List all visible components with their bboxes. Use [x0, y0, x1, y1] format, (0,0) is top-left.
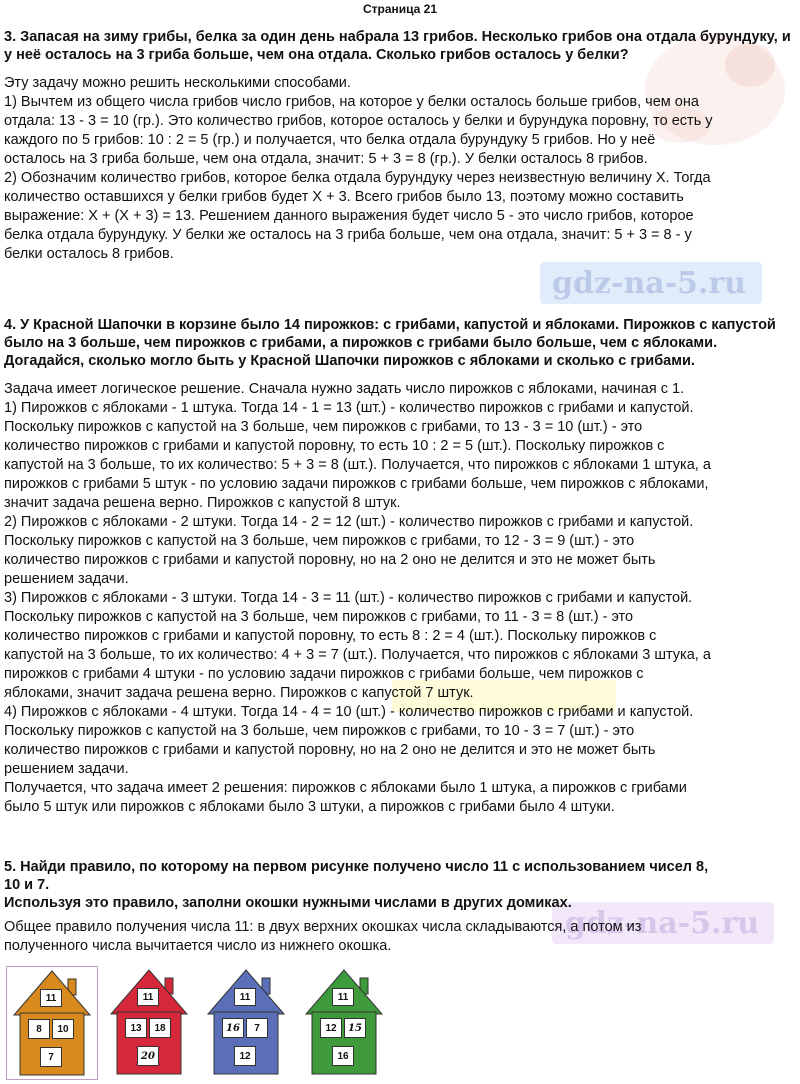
- task-4-line: Задача имеет логическое решение. Сначала нужно задать число пирожков с яблоками, начиная с 1.: [4, 381, 685, 397]
- task-4-question: 4. У Красной Шапочки в корзине было 14 пирожков: с грибами, капустой и яблоками. Пирожков с капустой было на 3 больше, чем пирожков с грибами, а пирожков с грибами было больше, чем с яблоками. Догадайся, сколько могло быть у Красной Шапочки пирожков с яблоками и сколько с грибами.: [4, 317, 776, 369]
- house-window-bottom: 16: [332, 1046, 354, 1066]
- house-window-top: 11: [137, 988, 159, 1006]
- task-4-line: Поскольку пирожков с капустой на 3 больше, чем пирожков с грибами, то 10 - 3 = 7 (шт.) - это: [4, 723, 635, 739]
- task-5-section: [4, 858, 794, 956]
- house-window-bottom: 7: [40, 1047, 62, 1067]
- task-4-line: Поскольку пирожков с капустой на 3 больше, чем пирожков с грибами, то 12 - 3 = 9 (шт.) - это: [4, 533, 635, 549]
- house-window-right: 10: [52, 1019, 74, 1039]
- task-4-line: Получается, что задача имеет 2 решения: пирожков с яблоками было 1 штука, а пирожков с грибами: [4, 780, 687, 796]
- task-4-line: 1) Пирожков с яблоками - 1 штука. Тогда 14 - 1 = 13 (шт.) - количество пирожков с грибами и капустой.: [4, 400, 694, 416]
- house-window-right: 15: [344, 1018, 366, 1038]
- task-3-line: 2) Обозначим количество грибов, которое белка отдала бурундуку через неизвестную величину Х. Тогда: [4, 170, 711, 186]
- task-5-answer-line: полученного числа вычитается число из нижнего окошка.: [4, 938, 392, 954]
- task-4-line: количество пирожков с грибами и капустой поровну, то есть 10 : 2 = 5 (шт.). Поскольку пирожков с: [4, 438, 665, 454]
- task-3-line: отдала: 13 - 3 = 10 (гр.). Это количество грибов, которое осталось у белки и бурундука поровну, то есть у: [4, 113, 713, 129]
- task-5-question-line: 10 и 7.: [4, 877, 50, 893]
- task-4-line: количество пирожков с грибами и капустой поровну, но на 2 оно не делится и это не может быть: [4, 552, 656, 568]
- task-4-line: капустой на 3 больше, то их количество: 4 + 3 = 7 (шт.). Получается, что пирожков с яблоками 3 штука, а: [4, 647, 711, 663]
- task-4-line: Поскольку пирожков с капустой на 3 больше, чем пирожков с грибами, то 11 - 3 = 8 (шт.) - это: [4, 609, 634, 625]
- task-3-line: количество оставшихся у белки грибов будет Х + 3. Всего грибов было 13, поэтому можно составить: [4, 189, 684, 205]
- house-window-top: 11: [234, 988, 256, 1006]
- task-5-question-line: Используя это правило, заполни окошки нужными числами в других домиках.: [4, 895, 572, 911]
- watermark-text-2: gdz-na-5.ru: [565, 906, 760, 941]
- task-3-line: белки осталось 8 грибов.: [4, 246, 174, 262]
- task-3-line: осталось на 3 гриба больше, чем она отдала, значит: 5 + 3 = 8 (гр.). У белки осталось 8 грибов.: [4, 151, 648, 167]
- task-4-line: яблоками, значит задача решена верно. Пирожков с капустой 7 штук.: [4, 685, 474, 701]
- house-window-bottom: 20: [137, 1046, 159, 1066]
- task-4-line: было 5 штук или пирожков с яблоками было 3 штуки, а пирожков с грибами было 4 штуки.: [4, 799, 615, 815]
- task-3-line: каждого по 5 грибов: 10 : 2 = 5 (гр.) и получается, что белка отдала бурундуку 5 грибов. Но у неё: [4, 132, 656, 148]
- task-4-line: пирожков с грибами 5 штук - по условию задачи пирожков с грибами больше, чем пирожков с яблоками,: [4, 476, 709, 492]
- house-window-left: 12: [320, 1018, 342, 1038]
- task-4-line: решением задачи.: [4, 571, 129, 587]
- watermark-text: gdz-na-5.ru: [552, 266, 747, 301]
- task-3-line: выражение: Х + (Х + 3) = 13. Решением данного выражения будет число 5 - это число грибов, которое: [4, 208, 694, 224]
- house-window-bottom: 12: [234, 1046, 256, 1066]
- task-4-section: [4, 316, 794, 817]
- task-3-line: 1) Вычтем из общего числа грибов число грибов, на которое у белки осталось больше грибов, чем она: [4, 94, 699, 110]
- task-4-line: Поскольку пирожков с капустой на 3 больше, чем пирожков с грибами, то 13 - 3 = 10 (шт.) - это: [4, 419, 643, 435]
- task-5-answer-line: Общее правило получения числа 11: в двух верхних окошках числа складываются, а потом из: [4, 919, 642, 935]
- task-4-line: количество пирожков с грибами и капустой поровну, но на 2 оно не делится и это не может быть: [4, 742, 656, 758]
- house-red: [104, 966, 192, 1078]
- task-4-line: капустой на 3 больше, то их количество: 5 + 3 = 8 (шт.). Получается, что пирожков с яблоками 1 штука, а: [4, 457, 711, 473]
- task-4-line: значит задача решена верно. Пирожков с капустой 8 штук.: [4, 495, 401, 511]
- house-window-right: 7: [246, 1018, 268, 1038]
- house-window-left: 16: [222, 1018, 244, 1038]
- task-4-line: решением задачи.: [4, 761, 129, 777]
- house-blue: [201, 966, 289, 1078]
- page-number: Страница 21: [362, 2, 438, 16]
- house-window-top: 11: [332, 988, 354, 1006]
- task-4-line: количество пирожков с грибами и капустой поровну, то есть 8 : 2 = 4 (шт.). Поскольку пирожков с: [4, 628, 657, 644]
- house-window-top: 11: [40, 989, 62, 1007]
- house-window-left: 13: [125, 1018, 147, 1038]
- task-3-section: [4, 28, 794, 264]
- task-5-question-line: 5. Найди правило, по которому на первом рисунке получено число 11 с использованием чисел 8,: [4, 859, 709, 875]
- task-3-question: 3. Запасая на зиму грибы, белка за один день набрала 13 грибов. Несколько грибов она отдала бурундуку, и у неё осталось на 3 гриба больше, чем она отдала. Сколько грибов осталось у белки?: [4, 29, 791, 63]
- task-4-line: 4) Пирожков с яблоками - 4 штуки. Тогда 14 - 4 = 10 (шт.) - количество пирожков с грибами и капустой.: [4, 704, 694, 720]
- house-green: [299, 966, 387, 1078]
- house-orange: [6, 966, 98, 1080]
- task-3-line: белка отдала бурундуку. У белки же осталось на 3 гриба больше, чем она отдала, значит: 5 + 3 = 8 - у: [4, 227, 692, 243]
- house-window-right: 18: [149, 1018, 171, 1038]
- task-4-line: пирожков с грибами 4 штуки - по условию задачи пирожков с грибами больше, чем пирожков с: [4, 666, 644, 682]
- task-4-line: 3) Пирожков с яблоками - 3 штуки. Тогда 14 - 3 = 11 (шт.) - количество пирожков с грибами и капустой.: [4, 590, 693, 606]
- task-3-line: Эту задачу можно решить несколькими способами.: [4, 75, 351, 91]
- task-4-line: 2) Пирожков с яблоками - 2 штуки. Тогда 14 - 2 = 12 (шт.) - количество пирожков с грибами и капустой.: [4, 514, 694, 530]
- house-window-left: 8: [28, 1019, 50, 1039]
